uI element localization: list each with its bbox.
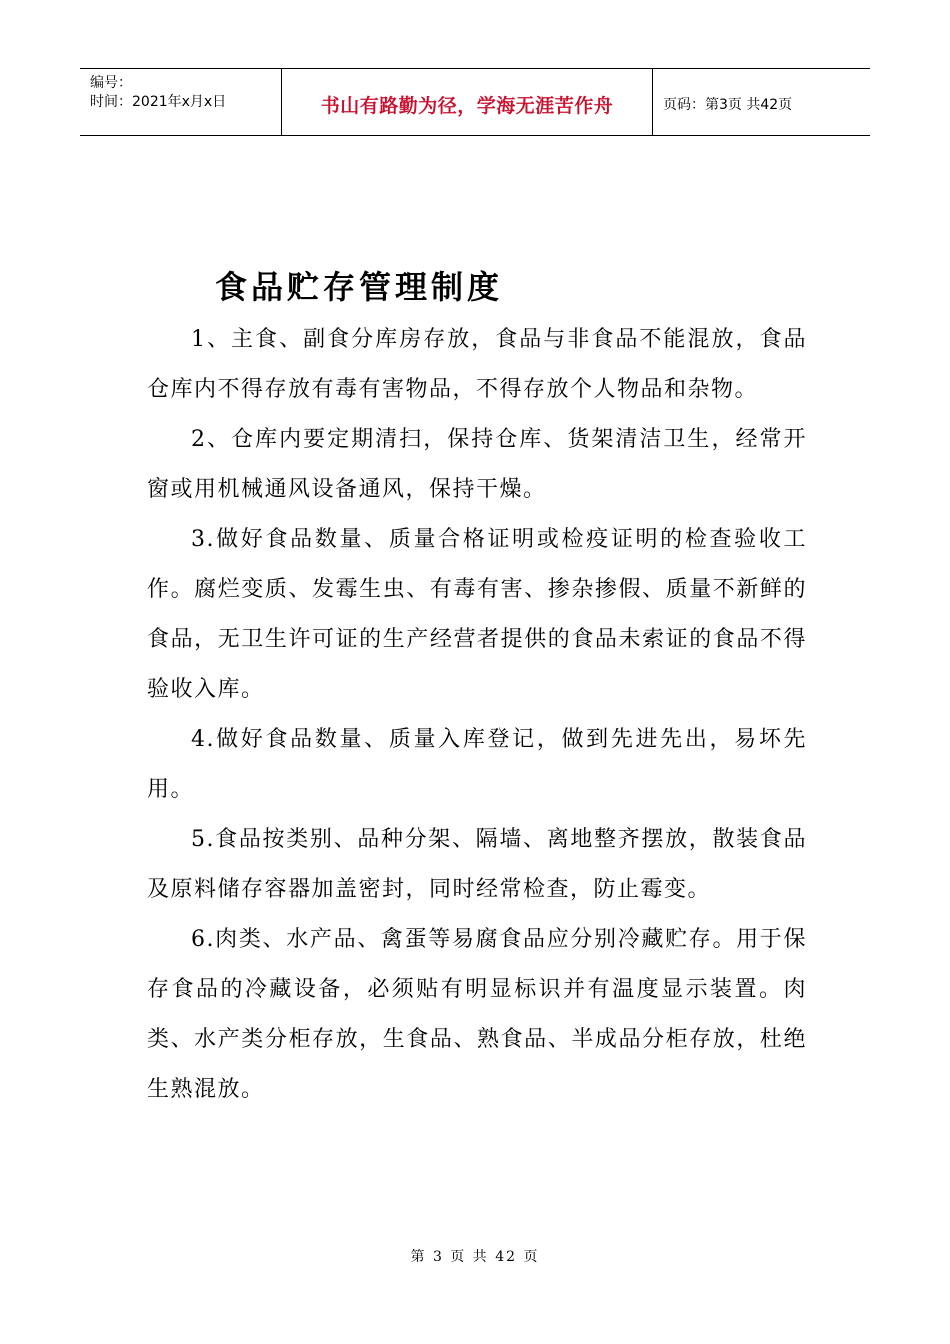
paragraph-1: 1、主食、副食分库房存放，食品与非食品不能混放，食品仓库内不得存放有毒有害物品，不得存放个人物品和杂物。 xyxy=(147,327,807,402)
paragraph-5: 5.食品按类别、品种分架、隔墙、离地整齐摆放，散装食品及原料储存容器加盖密封，同时经常检查，防止霉变。 xyxy=(147,827,807,902)
header-motto: 书山有路勤为径，学海无涯苦作舟 xyxy=(281,69,653,135)
header-time-label: 时间：2021年x月x日 xyxy=(90,94,227,110)
header-page-info: 页码：第3页 共42页 xyxy=(663,97,793,113)
paragraph-6: 6.肉类、水产品、禽蛋等易腐食品应分别冷藏贮存。用于保存食品的冷藏设备，必须贴有明显标识并有温度显示装置。肉类、水产类分柜存放，生食品、熟食品、半成品分柜存放，杜绝生熟混放。 xyxy=(147,927,807,1102)
paragraph-2: 2、仓库内要定期清扫，保持仓库、货架清洁卫生，经常开窗或用机械通风设备通风，保持干燥。 xyxy=(147,427,807,502)
page-header xyxy=(80,68,870,136)
header-number-label: 编号： xyxy=(90,75,132,91)
paragraph-4: 4.做好食品数量、质量入库登记，做到先进先出，易坏先用。 xyxy=(147,727,807,802)
document-title: 食品贮存管理制度 xyxy=(215,268,504,306)
document-body xyxy=(147,315,807,1115)
header-meta xyxy=(80,69,281,135)
paragraph-3: 3.做好食品数量、质量合格证明或检疫证明的检查验收工作。腐烂变质、发霉生虫、有毒有害、掺杂掺假、质量不新鲜的食品，无卫生许可证的生产经营者提供的食品未索证的食品不得验收入库。 xyxy=(147,527,807,702)
page-footer: 第 3 页 共 42 页 xyxy=(410,1249,540,1265)
